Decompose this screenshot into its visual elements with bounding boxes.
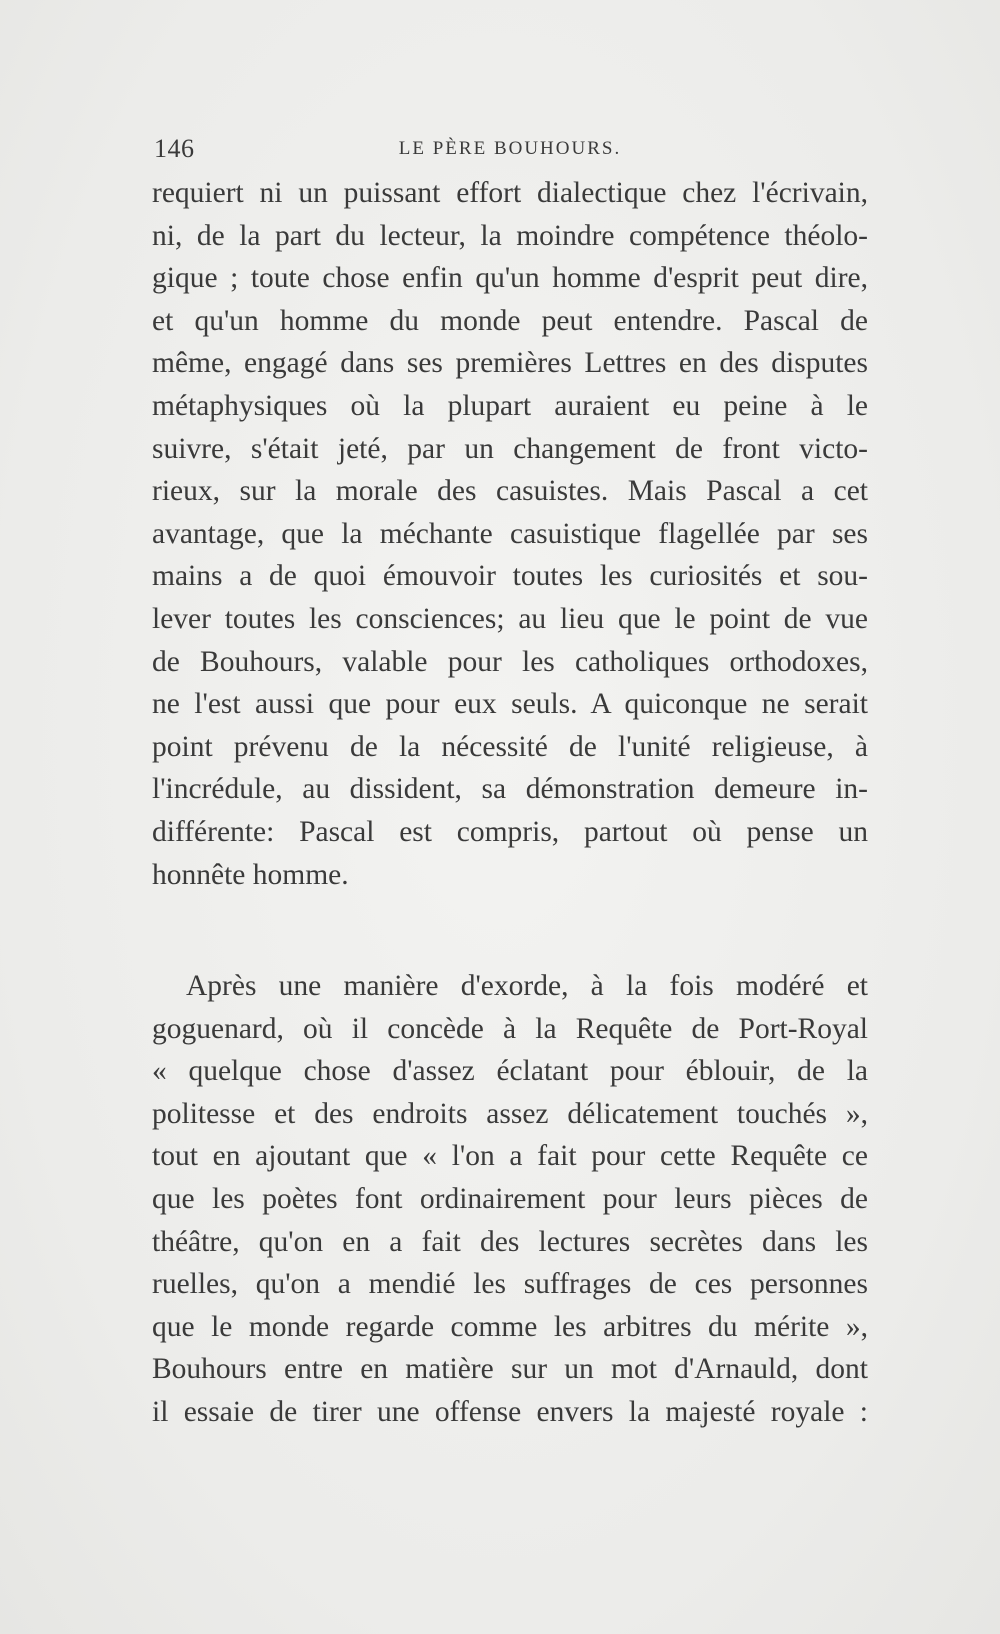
text-line: gique ; toute chose enfin qu'un homme d'esprit peut dire,: [152, 262, 868, 295]
text-line: et qu'un homme du monde peut entendre. Pascal de: [152, 304, 868, 337]
text-line: même, engagé dans ses premières Lettres en des disputes: [152, 347, 868, 380]
text-line: métaphysiques où la plupart auraient eu peine à le: [152, 389, 868, 422]
text-line: point prévenu de la nécessité de l'unité religieuse, à: [152, 730, 868, 763]
page-number: 146: [154, 134, 195, 163]
text-line: de Bouhours, valable pour les catholiques orthodoxes,: [152, 645, 868, 678]
text-line: tout en ajoutant que « l'on a fait pour cette Requête ce: [152, 1140, 868, 1173]
text-line: Après une manière d'exorde, à la fois modéré et: [186, 970, 868, 1003]
text-line: avantage, que la méchante casuistique flagellée par ses: [152, 517, 868, 550]
text-line: mains a de quoi émouvoir toutes les curiosités et sou-: [152, 560, 868, 593]
text-line: goguenard, où il concède à la Requête de Port-Royal: [152, 1012, 868, 1045]
text-line: « quelque chose d'assez éclatant pour éblouir, de la: [152, 1055, 868, 1088]
text-line: suivre, s'était jeté, par un changement de front victo-: [152, 432, 868, 465]
text-line: requiert ni un puissant effort dialectique chez l'écrivain,: [152, 177, 868, 209]
text-line: politesse et des endroits assez délicatement touchés »,: [152, 1097, 868, 1130]
text-line: honnête homme.: [152, 858, 349, 891]
text-line: ni, de la part du lecteur, la moindre compétence théolo-: [152, 219, 868, 252]
text-line: théâtre, qu'on en a fait des lectures secrètes dans les: [152, 1225, 868, 1258]
text-line: il essaie de tirer une offense envers la majesté royale :: [152, 1396, 868, 1429]
paragraph-gap: [152, 896, 868, 965]
text-line: que le monde regarde comme les arbitres du mérite »,: [152, 1310, 868, 1343]
text-line: l'incrédule, au dissident, sa démonstration demeure in-: [152, 773, 868, 806]
text-line: rieux, sur la morale des casuistes. Mais Pascal a cet: [152, 475, 868, 508]
body-text: [152, 172, 868, 1434]
running-title: LE PÈRE BOUHOURS.: [398, 138, 622, 159]
text-line: que les poètes font ordinairement pour leurs pièces de: [152, 1183, 868, 1216]
paragraph-2: [152, 965, 868, 1434]
text-line: ne l'est aussi que pour eux seuls. A quiconque ne serait: [152, 688, 868, 721]
text-line: différente: Pascal est compris, partout où pense un: [152, 815, 868, 848]
paragraph-1: [152, 172, 868, 896]
text-line: Bouhours entre en matière sur un mot d'Arnauld, dont: [152, 1353, 868, 1386]
text-line: ruelles, qu'on a mendié les suffrages de ces personnes: [152, 1268, 868, 1301]
page-header: [154, 134, 866, 170]
text-line: lever toutes les consciences; au lieu que le point de vue: [152, 602, 868, 635]
